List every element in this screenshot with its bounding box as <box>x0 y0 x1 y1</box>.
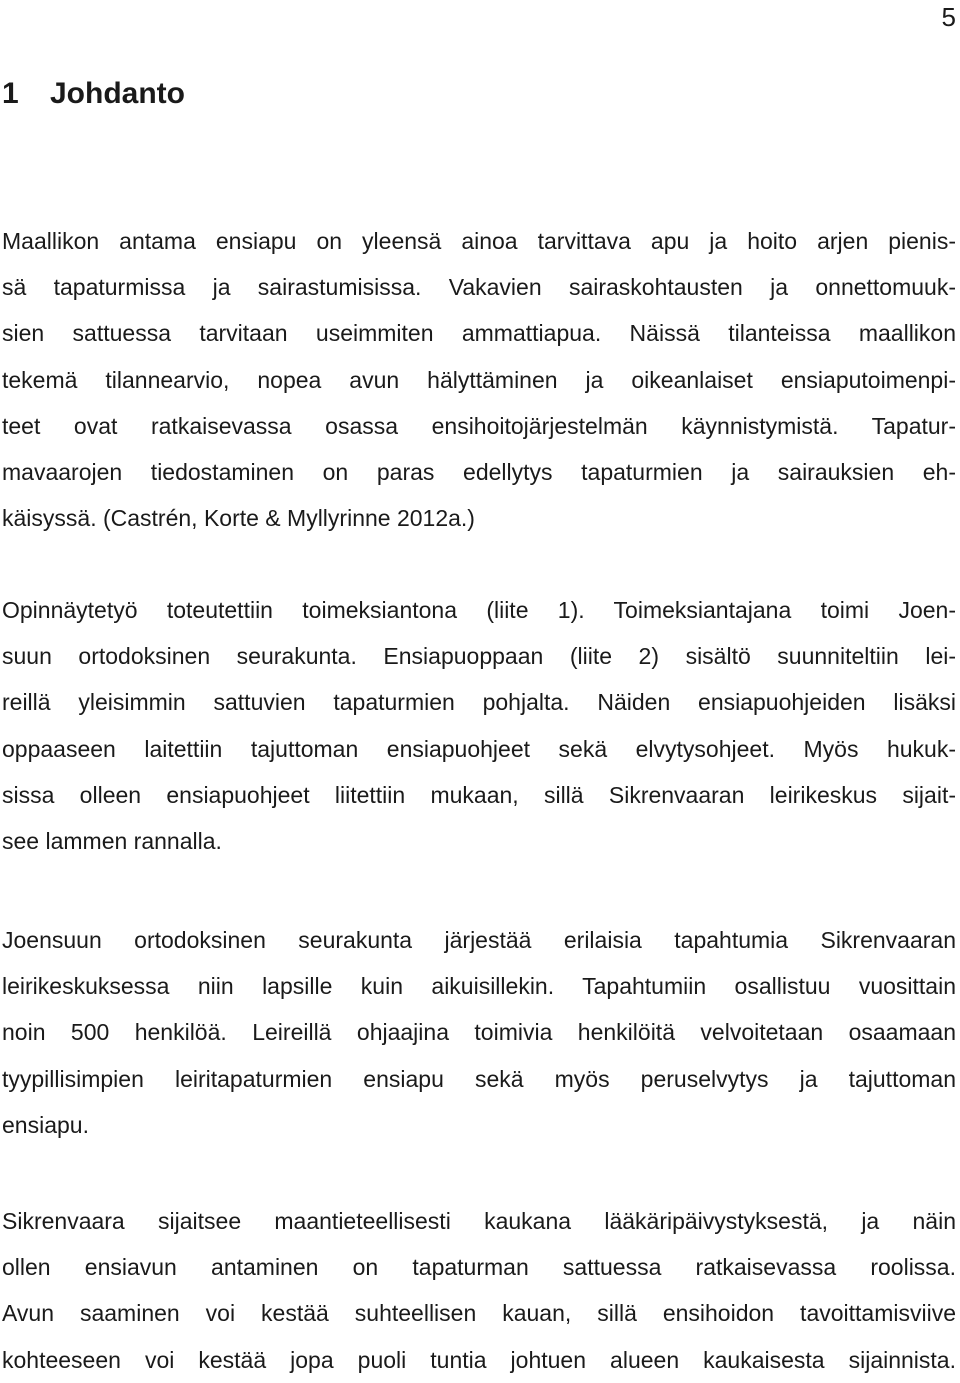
text-line: oppaaseen laitettiin tajuttoman ensiapuohjeet sekä elvytysohjeet. Myös hukuk- <box>2 735 956 762</box>
paragraph-3 <box>2 917 956 1148</box>
text-line: tekemä tilannearvio, nopea avun hälyttäminen ja oikeanlaiset ensiaputoimenpi- <box>2 366 956 393</box>
text-line: see lammen rannalla. <box>2 828 222 855</box>
text-line: ensiapu. <box>2 1111 89 1138</box>
chapter-number: 1 <box>2 77 19 110</box>
text-line: noin 500 henkilöä. Leireillä ohjaajina toimivia henkilöitä velvoitetaan osaamaan <box>2 1019 956 1046</box>
text-line: sissa olleen ensiapuohjeet liitettiin mukaan, sillä Sikrenvaaran leirikeskus sijait- <box>2 781 956 808</box>
text-line: tyypillisimpien leiritapaturmien ensiapu sekä myös peruselvytys ja tajuttoman <box>2 1065 956 1092</box>
text-line: leirikeskuksessa niin lapsille kuin aikuisillekin. Tapahtumiin osallistuu vuosittain <box>2 973 956 1000</box>
text-line: suun ortodoksinen seurakunta. Ensiapuoppaan (liite 2) sisältö suunniteltiin lei- <box>2 643 956 670</box>
text-line: mavaarojen tiedostaminen on paras edellytys tapaturmien ja sairauksien eh- <box>2 459 956 486</box>
text-line: Opinnäytetyö toteutettiin toimeksiantona (liite 1). Toimeksiantajana toimi Joen- <box>2 597 956 623</box>
text-line: kohteeseen voi kestää jopa puoli tuntia johtuen alueen kaukaisesta sijainnista. <box>2 1346 956 1373</box>
text-line: Maallikon antama ensiapu on yleensä ainoa tarvittava apu ja hoito arjen pienis- <box>2 228 956 254</box>
paragraph-2 <box>2 587 956 864</box>
text-line: käisyssä. (Castrén, Korte & Myllyrinne 2012a.) <box>2 505 475 532</box>
text-line: Joensuun ortodoksinen seurakunta järjestää erilaisia tapahtumia Sikrenvaaran <box>2 927 956 953</box>
paragraph-1 <box>2 218 956 541</box>
page-number: 5 <box>941 2 956 32</box>
text-line: Sikrenvaara sijaitsee maantieteellisesti kaukana lääkäripäivystyksestä, ja näin <box>2 1208 956 1234</box>
text-line: sä tapaturmissa ja sairastumisissa. Vakavien sairaskohtausten ja onnettomuuk- <box>2 274 956 301</box>
chapter-heading <box>2 76 185 112</box>
text-line: ollen ensiavun antaminen on tapaturman sattuessa ratkaisevassa roolissa. <box>2 1254 956 1281</box>
paragraph-4 <box>2 1198 956 1383</box>
chapter-title: Johdanto <box>50 77 185 110</box>
text-line: reillä yleisimmin sattuvien tapaturmien pohjalta. Näiden ensiapuohjeiden lisäksi <box>2 689 956 716</box>
text-line: sien sattuessa tarvitaan useimmiten ammattiapua. Näissä tilanteissa maallikon <box>2 320 956 347</box>
text-line: Avun saaminen voi kestää suhteellisen kauan, sillä ensihoidon tavoittamisviive <box>2 1300 956 1327</box>
text-line: teet ovat ratkaisevassa osassa ensihoitojärjestelmän käynnistymistä. Tapatur- <box>2 412 956 439</box>
